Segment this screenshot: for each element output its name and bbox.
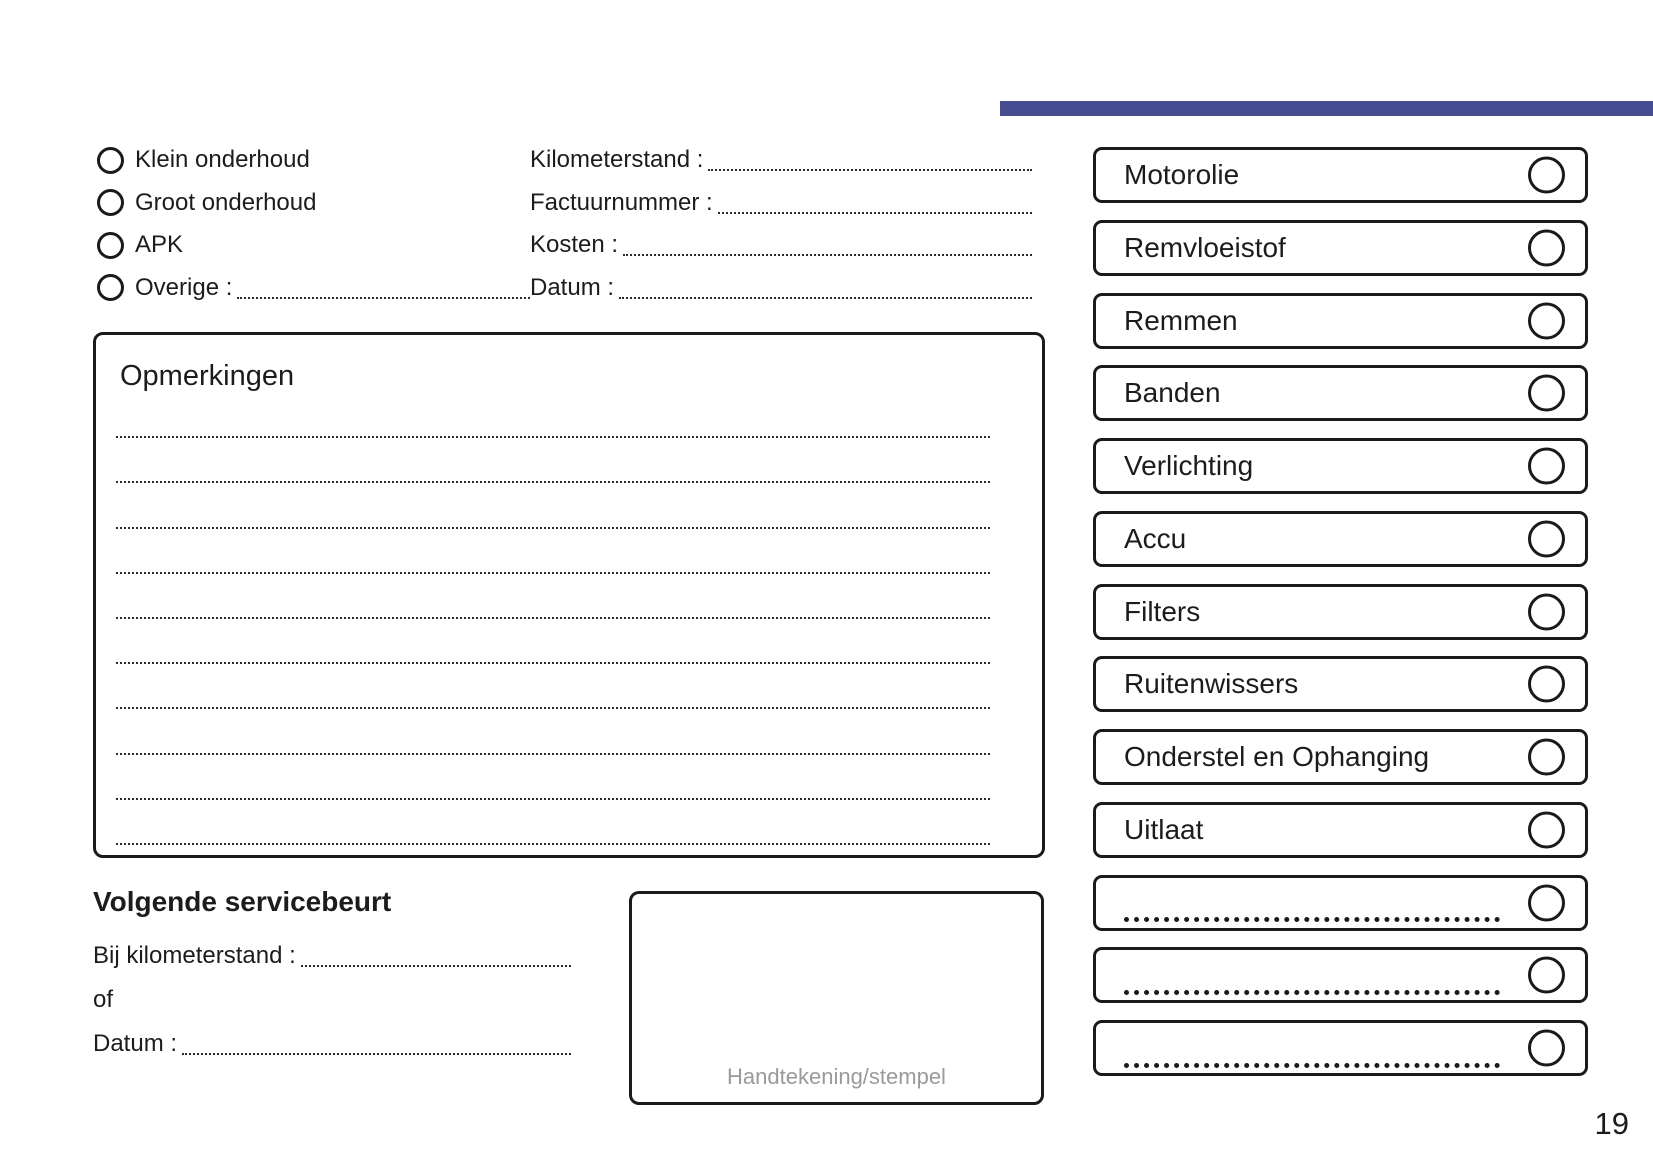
checklist-item — [1093, 438, 1588, 494]
next-service-section — [93, 886, 571, 1066]
checklist-item — [1093, 656, 1588, 712]
remarks-write-line[interactable] — [116, 709, 990, 754]
check-circle-icon[interactable] — [1528, 884, 1565, 921]
write-in-line[interactable] — [718, 192, 1032, 214]
next-service-title: Volgende servicebeurt — [93, 886, 392, 917]
checklist-item-label: Remvloeistof — [1124, 231, 1286, 263]
checklist-item-label: Uitlaat — [1124, 813, 1204, 845]
checklist-item — [1093, 147, 1588, 203]
service-type-label: Overige : — [135, 273, 233, 301]
radio-circle-icon[interactable] — [97, 189, 124, 216]
checklist-item-label: Banden — [1124, 377, 1221, 409]
remarks-write-line[interactable] — [116, 483, 990, 528]
remarks-write-line[interactable] — [116, 664, 990, 709]
next-service-field-label: of — [93, 986, 114, 1013]
remarks-title: Opmerkingen — [120, 360, 295, 392]
radio-circle-icon[interactable] — [97, 274, 124, 301]
checklist-item-label: Filters — [1124, 595, 1201, 627]
next-service-field — [93, 934, 571, 978]
remarks-write-line[interactable] — [116, 529, 990, 574]
service-type-option — [97, 224, 530, 267]
check-circle-icon[interactable] — [1528, 666, 1565, 703]
service-detail-fields — [530, 139, 1032, 309]
remarks-write-line[interactable] — [116, 619, 990, 664]
service-detail-label: Kilometerstand : — [530, 146, 704, 174]
check-circle-icon[interactable] — [1528, 157, 1565, 194]
checklist — [1093, 147, 1588, 1093]
checklist-item — [1093, 293, 1588, 349]
service-detail-label: Factuurnummer : — [530, 188, 713, 216]
write-in-line[interactable] — [182, 1033, 571, 1055]
service-detail-label: Datum : — [530, 273, 615, 301]
signature-box[interactable] — [629, 891, 1044, 1105]
next-service-field — [93, 978, 571, 1022]
write-in-line[interactable] — [1124, 1029, 1500, 1068]
header-accent-bar — [1000, 101, 1653, 116]
write-in-line[interactable] — [623, 234, 1032, 256]
checklist-item-label: Motorolie — [1124, 159, 1240, 190]
next-service-field — [93, 1022, 571, 1066]
checklist-item-label: Remmen — [1124, 304, 1238, 336]
write-in-line[interactable] — [1124, 956, 1500, 995]
checklist-item-label: Accu — [1124, 522, 1187, 554]
radio-circle-icon[interactable] — [97, 232, 124, 259]
check-circle-icon[interactable] — [1528, 593, 1565, 630]
checklist-blank-item — [1093, 947, 1588, 1003]
check-circle-icon[interactable] — [1528, 811, 1565, 848]
next-service-field-label: Datum : — [93, 1030, 178, 1057]
checklist-item — [1093, 511, 1588, 567]
next-service-field-label: Bij kilometerstand : — [93, 942, 296, 969]
check-circle-icon[interactable] — [1528, 957, 1565, 994]
service-type-label: Groot onderhoud — [135, 188, 317, 216]
service-detail-field — [530, 224, 1032, 267]
check-circle-icon[interactable] — [1528, 375, 1565, 412]
checklist-item-label: Onderstel en Ophanging — [1124, 741, 1430, 772]
remarks-lines — [116, 393, 990, 845]
service-type-label: Klein onderhoud — [135, 146, 310, 174]
service-type-option — [97, 139, 530, 182]
remarks-box — [93, 332, 1045, 858]
checklist-item-label: Verlichting — [1124, 450, 1254, 481]
check-circle-icon[interactable] — [1528, 302, 1565, 339]
service-type-options — [97, 139, 530, 309]
checklist-blank-item — [1093, 875, 1588, 931]
service-type-option — [97, 182, 530, 225]
remarks-write-line[interactable] — [116, 574, 990, 619]
check-circle-icon[interactable] — [1528, 739, 1565, 776]
check-circle-icon[interactable] — [1528, 1030, 1565, 1067]
write-in-line[interactable] — [301, 945, 571, 967]
check-circle-icon[interactable] — [1528, 448, 1565, 485]
service-detail-label: Kosten : — [530, 231, 619, 259]
checklist-item — [1093, 365, 1588, 421]
write-in-line[interactable] — [708, 149, 1032, 171]
remarks-write-line[interactable] — [116, 800, 990, 845]
remarks-write-line[interactable] — [116, 393, 990, 438]
service-type-option — [97, 267, 530, 310]
page-number: 19 — [1594, 1106, 1629, 1141]
signature-placeholder-label: Handtekening/stempel — [727, 1064, 946, 1089]
checklist-item-label: Ruitenwissers — [1124, 668, 1299, 700]
radio-circle-icon[interactable] — [97, 147, 124, 174]
service-detail-field — [530, 182, 1032, 225]
checklist-blank-item — [1093, 1020, 1588, 1076]
checklist-item — [1093, 584, 1588, 640]
service-type-label: APK — [135, 231, 184, 259]
checklist-item — [1093, 729, 1588, 785]
service-detail-field — [530, 139, 1032, 182]
write-in-line[interactable] — [619, 277, 1032, 299]
write-in-line[interactable] — [1124, 883, 1500, 922]
check-circle-icon[interactable] — [1528, 520, 1565, 557]
next-service-fields — [93, 934, 571, 1066]
remarks-write-line[interactable] — [116, 755, 990, 800]
check-circle-icon[interactable] — [1528, 229, 1565, 266]
checklist-item — [1093, 802, 1588, 858]
checklist-item — [1093, 220, 1588, 276]
remarks-write-line[interactable] — [116, 438, 990, 483]
write-in-line[interactable] — [237, 277, 530, 299]
service-detail-field — [530, 267, 1032, 310]
